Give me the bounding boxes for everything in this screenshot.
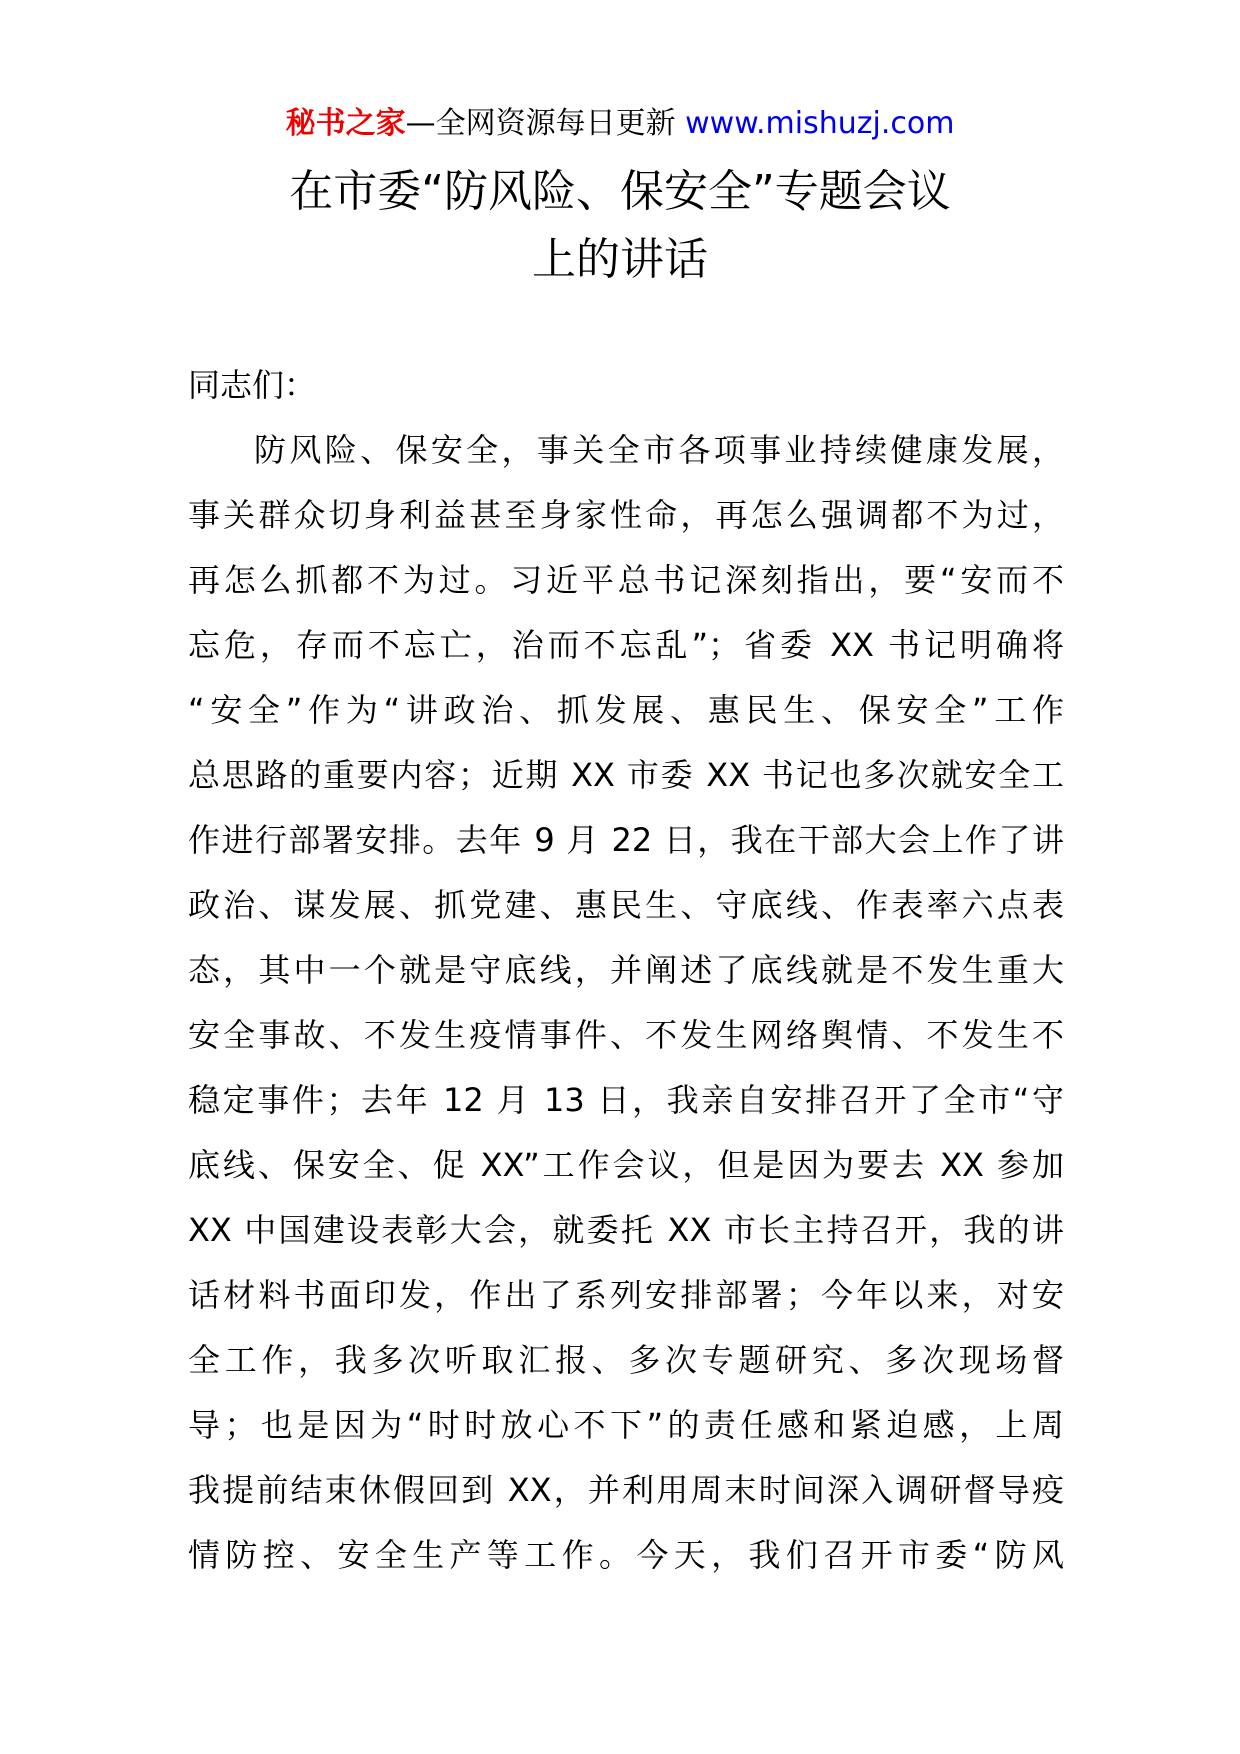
- body-line: 话材料书面印发，作出了系列安排部署；今年以来，对安: [188, 1276, 1064, 1314]
- body-line: 导；也是因为“时时放心不下”的责任感和紧迫感，上周: [188, 1406, 1064, 1444]
- body-line: 情防控、安全生产等工作。今天，我们召开市委“防风: [188, 1536, 1064, 1574]
- body-line: 安全事故、不发生疫情事件、不发生网络舆情、不发生不: [188, 1016, 1064, 1054]
- body-line: 稳定事件；去年 12 月 13 日，我亲自安排召开了全市“守: [188, 1081, 1064, 1119]
- body-line: XX 中国建设表彰大会，就委托 XX 市长主持召开，我的讲: [188, 1211, 1064, 1249]
- speech-body: [188, 353, 1064, 1588]
- salutation: 同志们：: [188, 366, 317, 404]
- body-line: “安全”作为“讲政治、抓发展、惠民生、保安全”工作: [188, 691, 1064, 729]
- title-line-2: 上的讲话: [532, 234, 708, 285]
- site-header: [0, 100, 1240, 148]
- body-line: 事关群众切身利益甚至身家性命，再怎么强调都不为过，: [188, 496, 1064, 534]
- title-line-1: 在市委“防风险、保安全”专题会议: [289, 166, 951, 217]
- body-line: 我提前结束休假回到 XX，并利用周末时间深入调研督导疫: [188, 1471, 1064, 1509]
- body-line: 防风险、保安全，事关全市各项事业持续健康发展，: [254, 431, 1064, 469]
- site-brand: 秘书之家: [285, 106, 406, 141]
- body-line: 全工作，我多次听取汇报、多次专题研究、多次现场督: [188, 1341, 1064, 1379]
- body-line: 底线、保安全、促 XX”工作会议，但是因为要去 XX 参加: [188, 1146, 1064, 1184]
- body-line: 总思路的重要内容；近期 XX 市委 XX 书记也多次就安全工: [188, 756, 1064, 794]
- site-url-link[interactable]: www.mishuzj.com: [685, 106, 955, 141]
- site-tagline: —全网资源每日更新: [405, 106, 676, 141]
- body-line: 政治、谋发展、抓党建、惠民生、守底线、作表率六点表: [188, 886, 1064, 924]
- body-line: 再怎么抓都不为过。习近平总书记深刻指出，要“安而不: [188, 561, 1064, 599]
- body-line: 作进行部署安排。去年 9 月 22 日，我在干部大会上作了讲: [188, 821, 1064, 859]
- body-line: 忘危，存而不忘亡，治而不忘乱”；省委 XX 书记明确将: [188, 626, 1064, 664]
- document-title: [0, 158, 1240, 294]
- body-line: 态，其中一个就是守底线，并阐述了底线就是不发生重大: [188, 951, 1064, 989]
